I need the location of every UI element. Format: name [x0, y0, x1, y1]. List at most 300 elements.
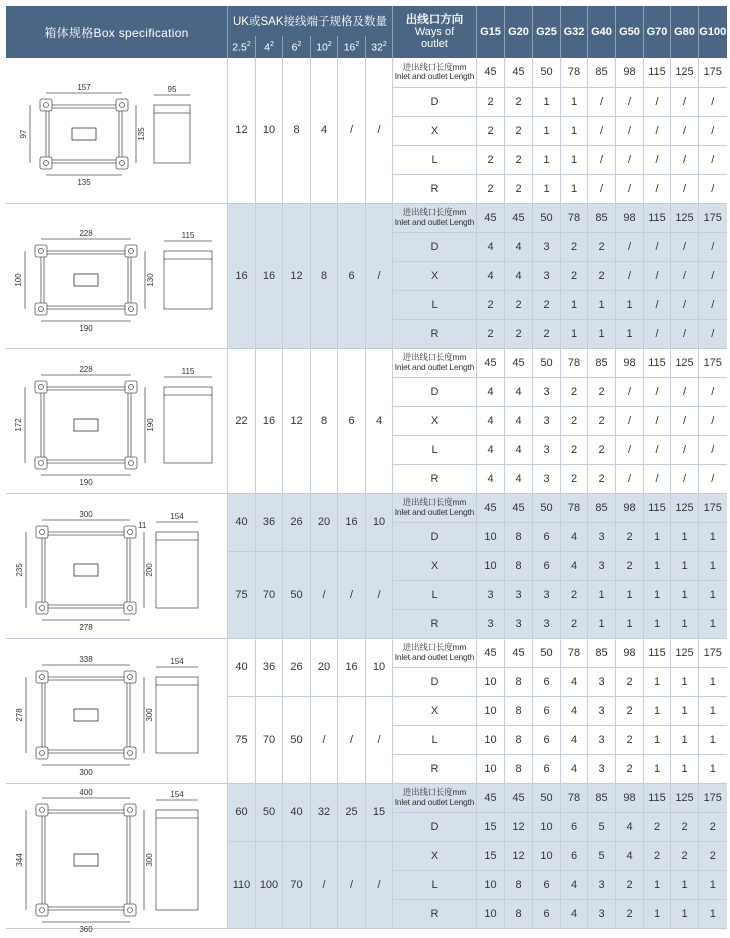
outlet-count: 10	[477, 899, 505, 928]
box-spec-table	[6, 6, 727, 934]
outlet-count: 4	[561, 899, 588, 928]
outlet-count: 2	[533, 290, 561, 319]
outlet-count: 3	[533, 406, 561, 435]
terminal-count: /	[311, 551, 338, 638]
dim-side: 115	[181, 230, 195, 240]
outlet-count: 1	[561, 174, 588, 203]
table-row	[6, 493, 727, 522]
inlet-length-value: 125	[671, 203, 699, 232]
outlet-count: 1	[644, 667, 671, 696]
outlet-count: 3	[533, 232, 561, 261]
outlet-count: 2	[699, 812, 727, 841]
terminal-count: 60	[228, 783, 256, 841]
terminal-size-header: $16^2$	[338, 36, 366, 58]
outlet-count: 6	[561, 812, 588, 841]
outlet-direction: D	[393, 667, 477, 696]
outlet-count: 4	[561, 522, 588, 551]
terminal-count: 16	[338, 638, 366, 696]
terminal-size-header: $32^2$	[366, 36, 393, 58]
box-drawing	[6, 204, 227, 348]
terminal-count: 40	[283, 783, 311, 841]
outlet-count: /	[616, 406, 644, 435]
box-spec-header: 箱体规格Box specification	[6, 6, 228, 58]
outlet-count: 1	[588, 609, 616, 638]
terminal-count: /	[366, 696, 393, 783]
box-drawing	[6, 494, 227, 638]
outlet-direction: L	[393, 725, 477, 754]
box-group	[6, 203, 727, 348]
outlet-count: 1	[533, 145, 561, 174]
dim-bottom: 278	[79, 622, 93, 632]
dim-left: 235	[15, 562, 24, 577]
outlet-count: 2	[561, 580, 588, 609]
outlet-count: 2	[588, 232, 616, 261]
outlet-count: 2	[616, 899, 644, 928]
terminal-count: 16	[228, 203, 256, 348]
outlet-direction: L	[393, 290, 477, 319]
outlet-count: 4	[505, 406, 533, 435]
inlet-label-cn: 进出线口长度mm	[402, 352, 467, 362]
outlet-count: 1	[671, 696, 699, 725]
outlet-count: 8	[505, 725, 533, 754]
inlet-length-value: 125	[671, 493, 699, 522]
outlet-count: 1	[533, 174, 561, 203]
dim-side: 154	[170, 656, 184, 666]
outlet-count: /	[616, 261, 644, 290]
inlet-length-value: 98	[616, 638, 644, 667]
outlet-direction: L	[393, 580, 477, 609]
inlet-length-value: 125	[671, 58, 699, 87]
outlet-count: /	[588, 116, 616, 145]
terminal-count: 26	[283, 493, 311, 551]
terminal-count: /	[311, 696, 338, 783]
inlet-length-value: 45	[477, 348, 505, 377]
dim-right: 200	[145, 562, 154, 577]
inlet-length-value: 45	[505, 348, 533, 377]
inlet-length-value: 85	[588, 638, 616, 667]
outlet-count: 10	[477, 754, 505, 783]
dim-side: 115	[181, 366, 195, 376]
outlet-count: 3	[533, 580, 561, 609]
outlet-count: /	[616, 116, 644, 145]
outlet-count: 1	[699, 899, 727, 928]
outlet-count: /	[644, 290, 671, 319]
outlet-count: /	[588, 87, 616, 116]
outlet-count: /	[588, 145, 616, 174]
terminal-count: 10	[366, 493, 393, 551]
inlet-length-value: 98	[616, 783, 644, 812]
outlet-count: 4	[561, 870, 588, 899]
outlet-count: 2	[561, 435, 588, 464]
outlet-count: /	[671, 145, 699, 174]
outlet-count: 3	[588, 522, 616, 551]
outlet-count: /	[671, 435, 699, 464]
outlet-count: 5	[588, 841, 616, 870]
outlet-direction: D	[393, 87, 477, 116]
terminal-size-header: $10^2$	[311, 36, 338, 58]
outlet-count: 1	[644, 696, 671, 725]
inlet-length-value: 78	[561, 58, 588, 87]
outlet-direction: D	[393, 232, 477, 261]
outlet-count: 8	[505, 754, 533, 783]
outlet-count: 4	[505, 377, 533, 406]
outlet-count: 2	[561, 377, 588, 406]
terminal-count: 6	[338, 203, 366, 348]
outlet-count: 1	[644, 551, 671, 580]
inlet-length-value: 45	[505, 638, 533, 667]
inlet-label-en: Inlet and outlet Length	[394, 71, 475, 82]
outlet-count: 2	[561, 464, 588, 493]
outlet-count: /	[644, 319, 671, 348]
dim-right: 135	[137, 127, 146, 141]
outlet-count: 2	[588, 261, 616, 290]
outlet-count: 2	[505, 87, 533, 116]
dim-left: 344	[15, 852, 24, 867]
inlet-length-value: 175	[699, 203, 727, 232]
outlet-count: 1	[644, 899, 671, 928]
box-group	[6, 493, 727, 638]
dim-top: 157	[77, 83, 91, 93]
terminal-count: /	[338, 841, 366, 928]
terminal-count: 16	[256, 203, 283, 348]
ways-title-cn: 出线口方向	[405, 14, 464, 26]
terminal-count: 8	[311, 348, 338, 493]
outlet-count: 10	[477, 725, 505, 754]
outlet-count: 3	[588, 551, 616, 580]
terminal-count: 75	[228, 696, 256, 783]
outlet-count: 1	[699, 580, 727, 609]
outlet-direction: R	[393, 754, 477, 783]
dim-top: 400	[79, 787, 93, 797]
inlet-length-value: 85	[588, 203, 616, 232]
outlet-count: 1	[699, 696, 727, 725]
outlet-count: 3	[505, 580, 533, 609]
outlet-count: 2	[588, 406, 616, 435]
outlet-count: 1	[699, 609, 727, 638]
outlet-count: 1	[561, 290, 588, 319]
outlet-count: 6	[533, 696, 561, 725]
dim-left: 100	[14, 272, 23, 287]
outlet-count: 3	[533, 464, 561, 493]
outlet-count: /	[644, 145, 671, 174]
outlet-count: 1	[699, 754, 727, 783]
outlet-count: 2	[644, 841, 671, 870]
outlet-count: 15	[477, 812, 505, 841]
terminal-size-header: $4^2$	[256, 36, 283, 58]
outlet-count: 2	[477, 290, 505, 319]
dim-left: 172	[14, 417, 23, 432]
outlet-direction: L	[393, 870, 477, 899]
outlet-count: 10	[477, 696, 505, 725]
outlet-direction: X	[393, 261, 477, 290]
inlet-length-value: 45	[505, 58, 533, 87]
outlet-count: 1	[671, 725, 699, 754]
outlet-count: 1	[671, 580, 699, 609]
terminal-count: 12	[283, 203, 311, 348]
outlet-count: 1	[588, 319, 616, 348]
dim-top: 228	[79, 228, 93, 238]
ways-title-en-2: outlet	[421, 38, 448, 50]
gland-header: G25	[533, 6, 561, 58]
gland-header: G70	[644, 6, 671, 58]
outlet-count: 2	[616, 696, 644, 725]
inlet-length-value: 98	[616, 58, 644, 87]
outlet-count: /	[699, 464, 727, 493]
inlet-length-value: 45	[505, 493, 533, 522]
outlet-count: 4	[477, 261, 505, 290]
outlet-count: 6	[533, 899, 561, 928]
inlet-length-value: 45	[505, 783, 533, 812]
outlet-count: 10	[477, 870, 505, 899]
dim-side: 154	[170, 511, 184, 521]
outlet-count: 3	[533, 377, 561, 406]
outlet-count: 4	[477, 232, 505, 261]
box-drawing-cell	[6, 203, 228, 348]
outlet-count: /	[699, 290, 727, 319]
outlet-count: 1	[699, 870, 727, 899]
outlet-count: /	[699, 319, 727, 348]
terminal-count: 10	[366, 638, 393, 696]
terminal-count: /	[366, 203, 393, 348]
terminal-count: 50	[283, 551, 311, 638]
ways-title-en-1: Ways of	[414, 26, 455, 38]
outlet-count: 4	[561, 725, 588, 754]
terminal-count: 40	[228, 638, 256, 696]
outlet-count: 12	[505, 812, 533, 841]
outlet-count: 2	[616, 551, 644, 580]
inlet-length-value: 85	[588, 58, 616, 87]
inlet-length-label	[393, 783, 477, 812]
outlet-count: 10	[533, 812, 561, 841]
terminal-count: /	[366, 58, 393, 203]
inlet-label-cn: 进出线口长度mm	[402, 787, 467, 797]
terminal-count: /	[366, 551, 393, 638]
outlet-count: 2	[588, 435, 616, 464]
terminal-count: 8	[283, 58, 311, 203]
terminal-count: 70	[256, 696, 283, 783]
terminal-count: /	[338, 551, 366, 638]
outlet-count: 8	[505, 899, 533, 928]
inlet-length-value: 50	[533, 638, 561, 667]
outlet-count: 4	[561, 696, 588, 725]
outlet-count: 4	[561, 551, 588, 580]
outlet-count: 8	[505, 522, 533, 551]
outlet-count: 8	[505, 696, 533, 725]
outlet-count: /	[699, 435, 727, 464]
outlet-count: 1	[671, 551, 699, 580]
inlet-length-value: 98	[616, 493, 644, 522]
outlet-count: /	[699, 145, 727, 174]
dim-right: 300	[145, 852, 154, 867]
outlet-count: 2	[561, 406, 588, 435]
terminal-count: /	[311, 841, 338, 928]
outlet-count: 4	[505, 464, 533, 493]
outlet-count: 1	[561, 319, 588, 348]
outlet-count: 2	[561, 232, 588, 261]
terminal-count: 26	[283, 638, 311, 696]
inlet-length-value: 45	[477, 638, 505, 667]
table-row	[6, 203, 727, 232]
outlet-count: 1	[699, 667, 727, 696]
inlet-length-value: 115	[644, 203, 671, 232]
outlet-count: 2	[505, 290, 533, 319]
outlet-count: 6	[533, 667, 561, 696]
dim-top: 300	[79, 509, 93, 519]
outlet-count: /	[699, 377, 727, 406]
inlet-length-value: 175	[699, 493, 727, 522]
outlet-direction: X	[393, 406, 477, 435]
terminal-count: 12	[228, 58, 256, 203]
outlet-count: 15	[477, 841, 505, 870]
outlet-count: 2	[644, 812, 671, 841]
outlet-count: 1	[561, 87, 588, 116]
outlet-count: 1	[671, 522, 699, 551]
terminal-count: 10	[256, 58, 283, 203]
box-drawing-cell	[6, 58, 228, 203]
dim-side: 95	[167, 85, 177, 95]
inlet-length-label	[393, 493, 477, 522]
outlet-count: 3	[588, 899, 616, 928]
outlet-count: 2	[477, 174, 505, 203]
outlet-count: 2	[699, 841, 727, 870]
outlet-count: 3	[588, 725, 616, 754]
outlet-count: 8	[505, 870, 533, 899]
outlet-count: 10	[477, 551, 505, 580]
dim-right: 300	[145, 707, 154, 722]
gland-header: G32	[561, 6, 588, 58]
inlet-length-value: 78	[561, 203, 588, 232]
inlet-label-en: Inlet and outlet Length	[394, 506, 475, 517]
inlet-label-en: Inlet and outlet Length	[394, 651, 475, 662]
inlet-length-value: 115	[644, 638, 671, 667]
outlet-count: /	[699, 406, 727, 435]
terminal-count: /	[338, 696, 366, 783]
outlet-count: 1	[616, 319, 644, 348]
outlet-count: /	[644, 435, 671, 464]
inlet-label-en: Inlet and outlet Length	[394, 216, 475, 227]
outlet-count: /	[671, 464, 699, 493]
outlet-count: 2	[616, 754, 644, 783]
outlet-count: 1	[588, 290, 616, 319]
terminal-count: 50	[256, 783, 283, 841]
outlet-count: 1	[616, 580, 644, 609]
gland-header: G50	[616, 6, 644, 58]
inlet-length-value: 50	[533, 493, 561, 522]
outlet-count: 6	[533, 522, 561, 551]
outlet-count: 2	[616, 725, 644, 754]
box-drawing-cell	[6, 348, 228, 493]
inlet-length-value: 175	[699, 638, 727, 667]
dim-right: 130	[146, 272, 155, 287]
outlet-count: 1	[699, 551, 727, 580]
inlet-label-en: Inlet and outlet Length	[394, 796, 475, 807]
outlet-count: /	[671, 261, 699, 290]
outlet-count: /	[616, 377, 644, 406]
inlet-length-label	[393, 203, 477, 232]
outlet-count: 4	[505, 435, 533, 464]
inlet-length-value: 50	[533, 348, 561, 377]
outlet-direction: L	[393, 435, 477, 464]
outlet-count: 4	[477, 377, 505, 406]
dim-bottom: 135	[77, 178, 91, 188]
box-group	[6, 58, 727, 203]
box-group	[6, 638, 727, 783]
outlet-direction: X	[393, 116, 477, 145]
outlet-count: /	[671, 174, 699, 203]
outlet-count: /	[644, 87, 671, 116]
terminal-count: /	[366, 841, 393, 928]
outlet-count: 1	[616, 609, 644, 638]
outlet-direction: X	[393, 551, 477, 580]
inlet-length-label	[393, 58, 477, 87]
outlet-count: 1	[561, 116, 588, 145]
outlet-count: 4	[616, 812, 644, 841]
outlet-count: 4	[477, 435, 505, 464]
outlet-count: 6	[533, 870, 561, 899]
inlet-length-value: 50	[533, 58, 561, 87]
outlet-count: /	[644, 116, 671, 145]
dim-right: 190	[146, 417, 155, 432]
inlet-label-cn: 进出线口长度mm	[402, 207, 467, 217]
terminal-count: 6	[338, 348, 366, 493]
outlet-count: /	[671, 116, 699, 145]
outlet-direction: L	[393, 145, 477, 174]
terminal-count: 50	[283, 696, 311, 783]
table-row	[6, 348, 727, 377]
gland-header: G100	[699, 6, 727, 58]
inlet-length-value: 50	[533, 783, 561, 812]
outlet-count: 2	[477, 116, 505, 145]
outlet-count: 3	[505, 609, 533, 638]
terminal-count: 16	[338, 493, 366, 551]
box-drawing-cell	[6, 638, 228, 783]
outlet-count: 1	[561, 145, 588, 174]
outlet-count: 6	[533, 754, 561, 783]
terminal-count: 36	[256, 638, 283, 696]
dim-bottom: 190	[79, 477, 93, 487]
outlet-count: 6	[533, 725, 561, 754]
outlet-count: 5	[588, 812, 616, 841]
dim-bottom: 190	[79, 323, 93, 333]
terminal-count: 25	[338, 783, 366, 841]
outlet-count: 1	[671, 899, 699, 928]
outlet-count: /	[644, 261, 671, 290]
outlet-count: /	[644, 377, 671, 406]
box-drawing	[6, 349, 227, 493]
outlet-count: 2	[505, 319, 533, 348]
outlet-count: 2	[561, 261, 588, 290]
outlet-count: 4	[505, 261, 533, 290]
outlet-direction: R	[393, 319, 477, 348]
box-drawing-cell	[6, 493, 228, 638]
outlet-count: 1	[671, 754, 699, 783]
inlet-length-value: 115	[644, 493, 671, 522]
outlet-count: 3	[477, 609, 505, 638]
inlet-length-value: 98	[616, 348, 644, 377]
inlet-length-value: 45	[505, 203, 533, 232]
box-drawing	[6, 58, 227, 202]
inlet-length-value: 78	[561, 348, 588, 377]
gland-header: G80	[671, 6, 699, 58]
gland-header: G15	[477, 6, 505, 58]
terminal-count: 36	[256, 493, 283, 551]
outlet-count: 1	[588, 580, 616, 609]
terminal-count: 100	[256, 841, 283, 928]
inlet-length-label	[393, 638, 477, 667]
outlet-direction: R	[393, 609, 477, 638]
outlet-count: 1	[644, 725, 671, 754]
inlet-length-label	[393, 348, 477, 377]
